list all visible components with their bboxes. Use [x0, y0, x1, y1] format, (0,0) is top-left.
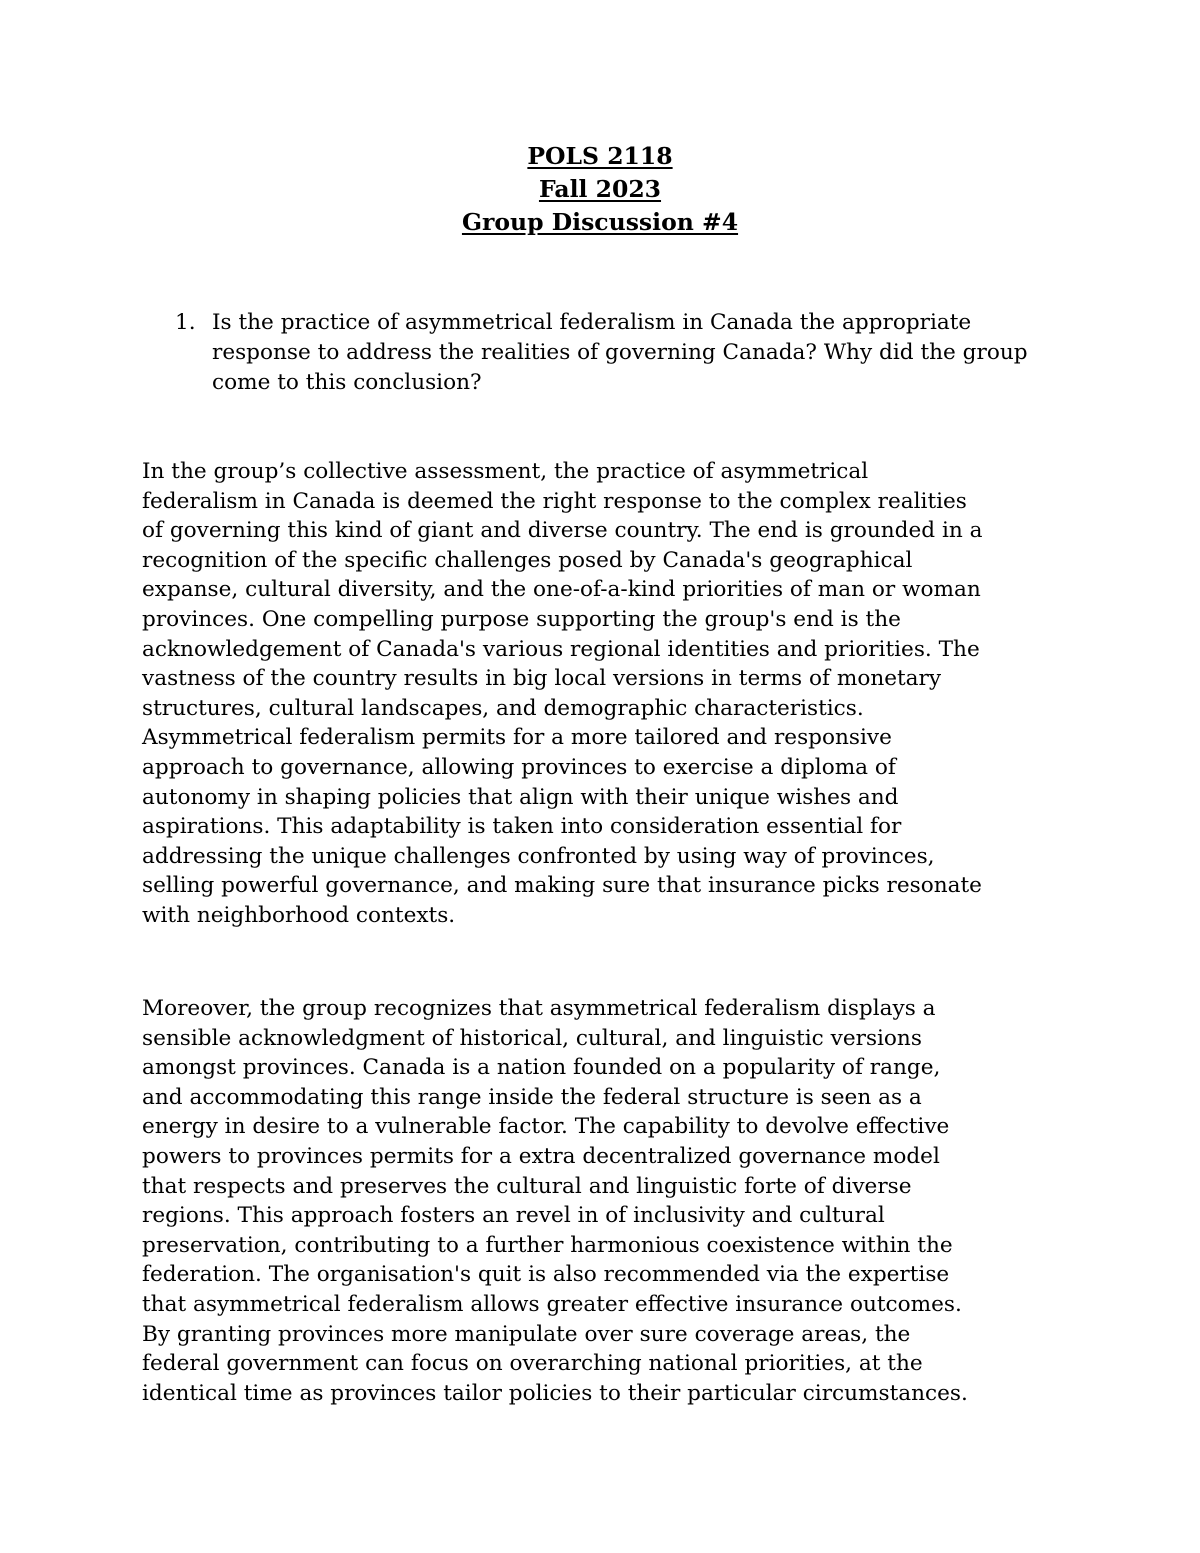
paragraph-line: Asymmetrical federalism permits for a more tailored and responsive [142, 725, 892, 751]
paragraph-line: expanse, cultural diversity, and the one-of-a-kind priorities of man or woman [142, 577, 981, 603]
paragraph-line: federation. The organisation's quit is also recommended via the expertise [142, 1262, 950, 1288]
paragraph-line: identical time as provinces tailor policies to their particular circumstances. [142, 1380, 968, 1406]
answer-paragraph-2 [142, 994, 1082, 1408]
question-number: 1. [175, 310, 196, 335]
paragraph-line: aspirations. This adaptability is taken into consideration essential for [142, 814, 902, 840]
paragraph-line: addressing the unique challenges confronted by using way of provinces, [142, 843, 935, 869]
paragraph-line: vastness of the country results in big local versions in terms of monetary [142, 666, 942, 692]
paragraph-line: structures, cultural landscapes, and demographic characteristics. [142, 695, 864, 721]
paragraph-line: acknowledgement of Canada's various regional identities and priorities. The [142, 636, 980, 662]
paragraph-line: federalism in Canada is deemed the right response to the complex realities [142, 488, 967, 514]
course-title: POLS 2118 [527, 142, 673, 170]
answer-paragraph-1 [142, 457, 1082, 931]
paragraph-line: preservation, contributing to a further harmonious coexistence within the [142, 1232, 953, 1258]
paragraph-line: selling powerful governance, and making sure that insurance picks resonate [142, 873, 982, 899]
paragraph-line: recognition of the specific challenges posed by Canada's geographical [142, 547, 913, 573]
paragraph-line: with neighborhood contexts. [142, 902, 456, 928]
question-text: Is the practice of asymmetrical federalism in Canada the appropriate response to address the realities of governing Canada? Why did the group come to this conclusion? [212, 310, 1028, 395]
paragraph-line: By granting provinces more manipulate over sure coverage areas, the [142, 1321, 911, 1347]
paragraph-line: autonomy in shaping policies that align with their unique wishes and [142, 784, 899, 810]
paragraph-line: that respects and preserves the cultural and linguistic forte of diverse [142, 1173, 912, 1199]
paragraph-line: and accommodating this range inside the federal structure is seen as a [142, 1084, 922, 1110]
paragraph-line: approach to governance, allowing provinces to exercise a diploma of [142, 754, 896, 780]
document-header [0, 140, 1200, 239]
paragraph-line: provinces. One compelling purpose supporting the group's end is the [142, 606, 901, 632]
paragraph-line: regions. This approach fosters an revel in of inclusivity and cultural [142, 1203, 885, 1229]
paragraph-line: that asymmetrical federalism allows greater effective insurance outcomes. [142, 1291, 962, 1317]
paragraph-line: federal government can focus on overarching national priorities, at the [142, 1351, 923, 1377]
paragraph-line: In the group’s collective assessment, the practice of asymmetrical [142, 459, 869, 484]
assignment-title: Group Discussion #4 [461, 208, 739, 236]
paragraph-line: Moreover, the group recognizes that asymmetrical federalism displays a [142, 996, 936, 1021]
paragraph-line: powers to provinces permits for a extra decentralized governance model [142, 1143, 940, 1169]
paragraph-line: sensible acknowledgment of historical, cultural, and linguistic versions [142, 1025, 922, 1051]
question-item [175, 308, 1075, 398]
paragraph-line: energy in desire to a vulnerable factor. The capability to devolve effective [142, 1114, 950, 1140]
term-title: Fall 2023 [538, 175, 662, 203]
paragraph-line: of governing this kind of giant and diverse country. The end is grounded in a [142, 518, 983, 544]
paragraph-line: amongst provinces. Canada is a nation founded on a popularity of range, [142, 1055, 941, 1081]
